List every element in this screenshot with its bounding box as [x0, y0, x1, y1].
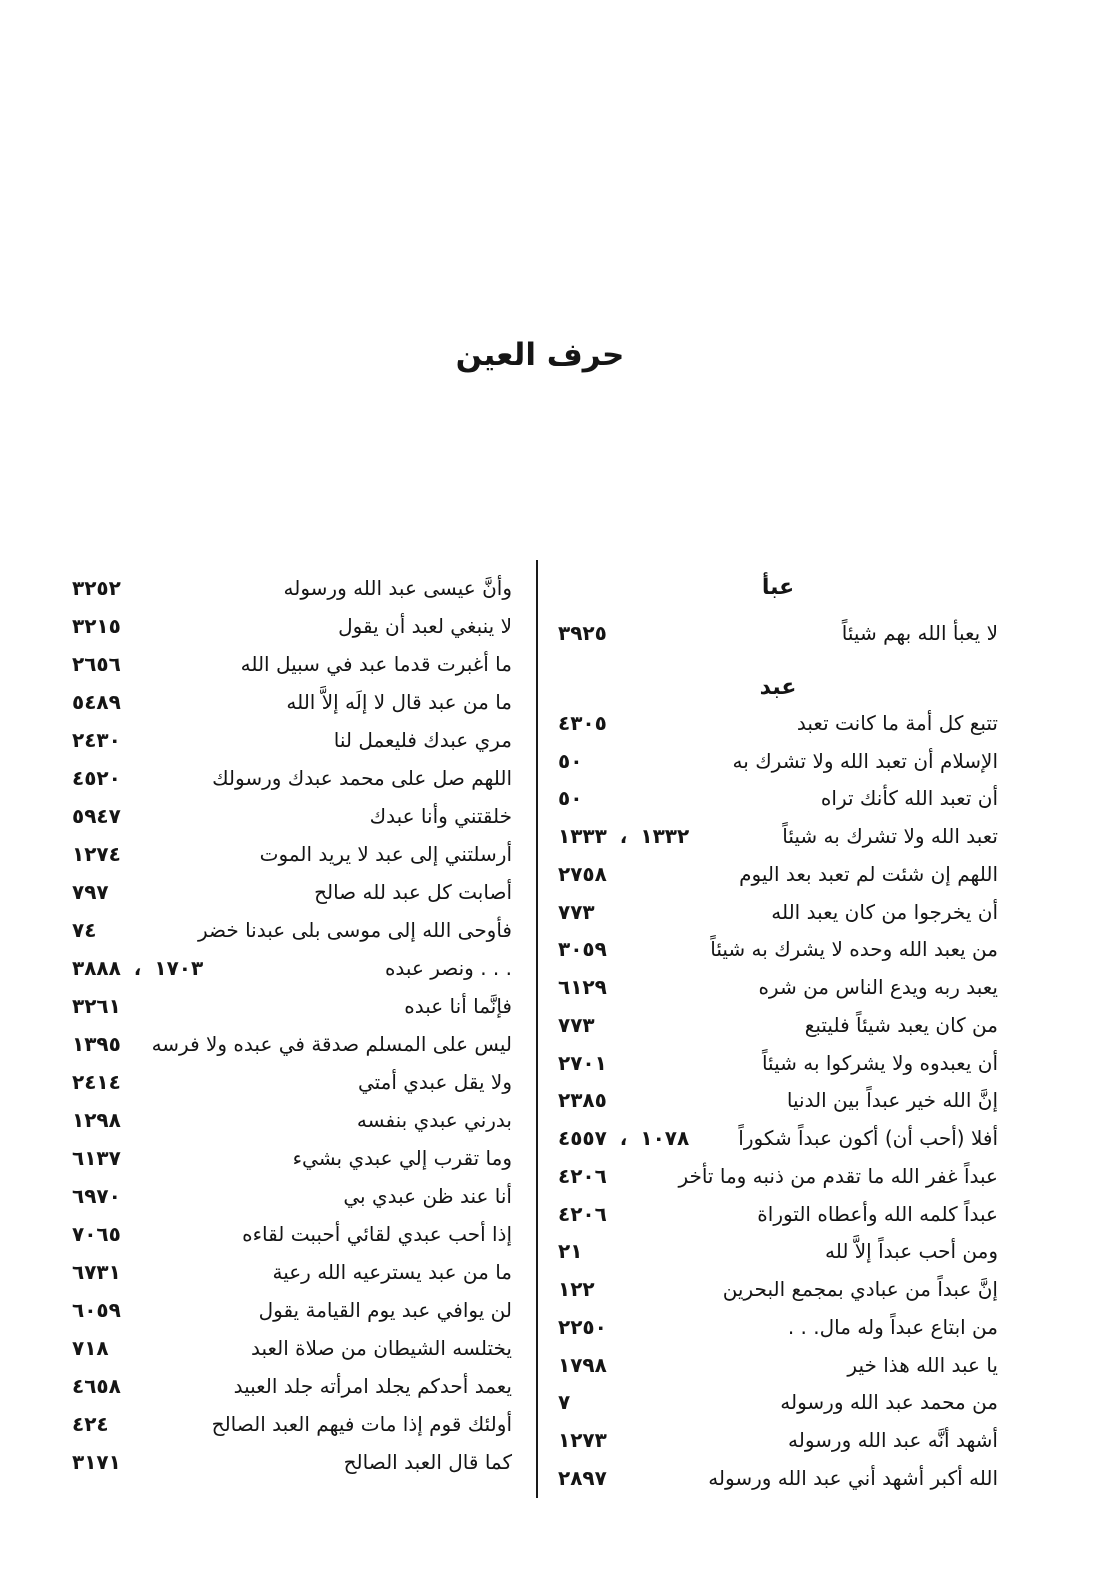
entry-reference-number: ٤٢٠٦ [558, 1163, 607, 1188]
entry-reference-number: ١٣٣٢ ، ١٣٣٣ [558, 824, 690, 848]
index-entry [558, 818, 998, 856]
entry-reference-number: ٣٢٦١ [72, 994, 121, 1018]
index-entry [72, 1215, 512, 1253]
entry-reference-number: ٤٥٢٠ [72, 766, 121, 790]
index-entry [72, 1139, 512, 1177]
index-entry [72, 873, 512, 911]
index-entry [72, 683, 512, 721]
entry-text: اللهم إن شئت لم تعبد بعد اليوم [739, 861, 998, 886]
left-column [72, 569, 512, 1481]
entry-reference-number: ١٢٧٤ [72, 842, 121, 866]
entry-text: ليس على المسلم صدقة في عبده ولا فرسه [151, 1032, 512, 1056]
page-title: حرف العين [455, 337, 625, 373]
entry-reference-number: ١٣٩٥ [72, 1032, 121, 1056]
entry-reference-number: ٦٩٧٠ [72, 1184, 121, 1208]
index-entry [558, 1233, 998, 1271]
entry-reference-number: ١٢٧٣ [558, 1428, 607, 1452]
entry-reference-number: ٤٣٠٥ [558, 710, 607, 735]
entry-text: ما من عبد يسترعيه الله رعية [272, 1260, 512, 1284]
entry-text: ما من عبد قال لا إلَه إلاَّ الله [286, 690, 512, 714]
column-divider [536, 560, 538, 1498]
index-entry [558, 931, 998, 969]
index-entry [72, 1253, 512, 1291]
index-entry [558, 1196, 998, 1234]
index-entry [558, 615, 998, 653]
entry-reference-number: ٥٠ [558, 786, 583, 811]
index-entry [72, 721, 512, 759]
entry-text: تتبع كل أمة ما كانت تعبد [796, 710, 998, 735]
entry-text: عبداً كلمه الله وأعطاه التوراة [757, 1201, 998, 1226]
entry-text: لا ينبغي لعبد أن يقول [338, 614, 512, 638]
index-entry [558, 1460, 998, 1498]
index-entry [72, 1025, 512, 1063]
index-entry [72, 1367, 512, 1405]
index-entry [558, 743, 998, 781]
entry-text: ومن أحب عبداً إلاَّ لله [824, 1239, 998, 1264]
entry-text: تعبد الله ولا تشرك به شيئاً [782, 824, 998, 848]
index-entry [558, 894, 998, 932]
index-entry [72, 607, 512, 645]
entry-text: الإسلام أن تعبد الله ولا تشرك به [732, 748, 998, 773]
entry-reference-number: ٦١٢٩ [558, 975, 607, 999]
entry-reference-number: ١٧٩٨ [558, 1352, 607, 1377]
entry-reference-number: ٣٢٥٢ [72, 576, 121, 600]
entry-text: الله أكبر أشهد أني عبد الله ورسوله [708, 1465, 998, 1490]
entry-reference-number: ٧١٨ [72, 1336, 109, 1360]
index-entry [558, 1384, 998, 1422]
entry-text: . . . ونصر عبده [384, 956, 512, 980]
entry-reference-number: ٢٨٩٧ [558, 1465, 607, 1490]
index-entry [558, 1082, 998, 1120]
index-entry [72, 987, 512, 1025]
entry-reference-number: ٢٤١٤ [72, 1070, 121, 1094]
entry-reference-number: ٧٠٦٥ [72, 1222, 121, 1246]
index-entry [558, 780, 998, 818]
entry-text: أرسلتني إلى عبد لا يريد الموت [259, 842, 512, 866]
index-entry [558, 1347, 998, 1385]
entry-text: كما قال العبد الصالح [343, 1450, 512, 1474]
entry-text: إنَّ عبداً من عبادي بمجمع البحرين [722, 1277, 998, 1301]
index-entry [558, 856, 998, 894]
index-entry [72, 797, 512, 835]
entry-reference-number: ١٢٩٨ [72, 1108, 121, 1132]
entry-text: أشهد أنَّه عبد الله ورسوله [788, 1428, 998, 1452]
index-entry [72, 569, 512, 607]
index-entry [558, 1045, 998, 1083]
entry-text: أنا عند ظن عبدي بي [343, 1184, 512, 1208]
entry-text: خلقتني وأنا عبدك [369, 804, 512, 828]
entry-text: اللهم صل على محمد عبدك ورسولك [212, 766, 512, 790]
entry-reference-number: ٣٩٢٥ [558, 621, 607, 645]
index-entry [72, 1101, 512, 1139]
entry-reference-number: ٢٧٥٨ [558, 861, 607, 886]
entry-reference-number: ٧٧٣ [558, 1012, 595, 1037]
index-entry [72, 645, 512, 683]
entry-text: من يعبد الله وحده لا يشرك به شيئاً [710, 937, 998, 962]
entry-text: وما تقرب إلي عبدي بشيء [292, 1146, 512, 1170]
index-entry [558, 969, 998, 1007]
index-entry [558, 1120, 998, 1158]
index-entry [72, 1329, 512, 1367]
entry-text: يعمد أحدكم يجلد امرأته جلد العبيد [233, 1374, 512, 1398]
entry-reference-number: ٧ [558, 1390, 571, 1415]
entry-reference-number: ٣٢١٥ [72, 614, 121, 638]
entry-text: أن يخرجوا من كان يعبد الله [771, 899, 998, 924]
entry-text: لا يعبأ الله بهم شيئاً [841, 621, 998, 645]
entry-text: يا عبد الله هذا خير [847, 1352, 998, 1377]
index-entry [558, 1007, 998, 1045]
entry-reference-number: ٤٢٤ [72, 1412, 109, 1436]
entry-text: من محمد عبد الله ورسوله [780, 1390, 998, 1415]
index-entry [72, 1177, 512, 1215]
entry-reference-number: ٢٧٠١ [558, 1050, 607, 1075]
index-entry [72, 759, 512, 797]
right-column [558, 569, 998, 1498]
entry-text: أفلا (أحب أن) أكون عبداً شكوراً [738, 1126, 998, 1150]
index-entry [72, 1063, 512, 1101]
entry-reference-number: ٢٢٥٠ [558, 1314, 607, 1339]
section-heading: عبد [759, 674, 797, 700]
entry-text: ولا يقل عبدي أمتي [357, 1070, 512, 1094]
entry-text: أن يعبدوه ولا يشركوا به شيئاً [761, 1050, 998, 1075]
entry-reference-number: ٢١ [558, 1239, 583, 1264]
index-entry [72, 835, 512, 873]
entry-reference-number: ١٧٠٣ ، ٣٨٨٨ [72, 956, 204, 980]
entry-text: بدرني عبدي بنفسه [356, 1108, 512, 1132]
entry-reference-number: ١٢٢ [558, 1277, 595, 1301]
entry-text: أولئك قوم إذا مات فيهم العبد الصالح [211, 1412, 512, 1436]
entry-reference-number: ٧٤ [72, 918, 97, 942]
entry-text: فأوحى الله إلى موسى بلى عبدنا خضر [197, 918, 512, 942]
entry-reference-number: ٤٢٠٦ [558, 1201, 607, 1226]
entry-reference-number: ٢٣٨٥ [558, 1088, 607, 1113]
entry-text: من كان يعبد شيئاً فليتبع [804, 1012, 998, 1037]
index-entry [72, 1443, 512, 1481]
entry-reference-number: ٦٧٣١ [72, 1260, 121, 1284]
entry-reference-number: ٦٠٥٩ [72, 1298, 121, 1322]
entry-reference-number: ٥٩٤٧ [72, 804, 121, 828]
entry-text: ما أغبرت قدما عبد في سبيل الله [240, 652, 512, 676]
entry-reference-number: ٥٠ [558, 748, 583, 773]
entry-text: أصابت كل عبد لله صالح [314, 880, 512, 904]
entry-reference-number: ٧٧٣ [558, 899, 595, 924]
entry-reference-number: ٣٠٥٩ [558, 937, 607, 962]
entry-reference-number: ٣١٧١ [72, 1450, 121, 1474]
entry-reference-number: ٢٦٥٦ [72, 652, 121, 676]
index-entry [72, 949, 512, 987]
index-entry [558, 1271, 998, 1309]
entry-text: يعبد ربه ويدع الناس من شره [758, 975, 998, 999]
entry-reference-number: ٦١٣٧ [72, 1146, 121, 1170]
entry-text: مري عبدك فليعمل لنا [333, 728, 512, 752]
entry-text: يختلسه الشيطان من صلاة العبد [250, 1336, 512, 1360]
entry-reference-number: ٧٩٧ [72, 880, 109, 904]
section-heading: عبأ [761, 575, 795, 600]
index-entry [72, 1291, 512, 1329]
entry-text: وأنَّ عيسى عبد الله ورسوله [283, 576, 512, 600]
entry-reference-number: ٤٦٥٨ [72, 1374, 121, 1398]
entry-text: عبداً غفر الله ما تقدم من ذنبه وما تأخر [678, 1163, 998, 1188]
entry-text: لن يوافي عبد يوم القيامة يقول [258, 1298, 512, 1322]
index-entry [558, 705, 998, 743]
index-entry [558, 1309, 998, 1347]
index-entry [72, 1405, 512, 1443]
entry-text: أن تعبد الله كأنك تراه [820, 786, 998, 811]
entry-reference-number: ٢٤٣٠ [72, 728, 121, 752]
entry-text: من ابتاع عبداً وله مال. . . [787, 1314, 998, 1339]
entry-text: فإنَّما أنا عبده [404, 994, 512, 1018]
entry-reference-number: ٥٤٨٩ [72, 690, 121, 714]
entry-text: إنَّ الله خير عبداً بين الدنيا [786, 1088, 998, 1113]
index-entry [72, 911, 512, 949]
index-entry [558, 1422, 998, 1460]
entry-reference-number: ١٠٧٨ ، ٤٥٥٧ [558, 1126, 690, 1150]
index-entry [558, 1158, 998, 1196]
entry-text: إذا أحب عبدي لقائي أحببت لقاءه [242, 1222, 512, 1246]
